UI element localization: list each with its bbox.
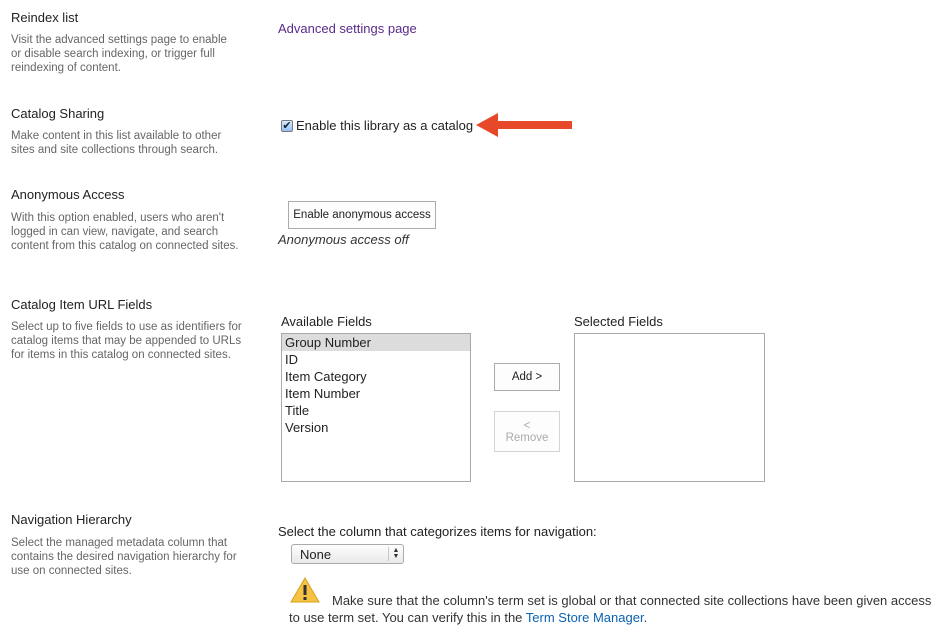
navigation-hierarchy-title: Navigation Hierarchy <box>11 512 132 527</box>
url-fields-title: Catalog Item URL Fields <box>11 297 153 312</box>
url-fields-description: Select up to five fields to use as identifiers for catalog items that may be appended to URLs for items in this catalog on connected sites. <box>11 321 242 361</box>
available-fields-label: Available Fields <box>281 314 372 329</box>
warning-text: Make sure that the column's term set is global or that connected site collections have been given access to use term set. You can verify this in the <box>289 593 932 625</box>
warning-message <box>289 592 939 626</box>
navigation-hierarchy-description: Select the managed metadata column that contains the desired navigation hierarchy for use on connected sites. <box>11 537 237 577</box>
anonymous-access-description: With this option enabled, users who aren't logged in can view, navigate, and search content from this catalog on connected sites. <box>11 212 239 252</box>
list-item[interactable]: Title <box>285 403 310 418</box>
reindex-description: Visit the advanced settings page to enable or disable search indexing, or trigger full reindexing of content. <box>11 34 227 74</box>
advanced-settings-link[interactable]: Advanced settings page <box>278 21 417 36</box>
remove-label: Remove <box>505 431 549 444</box>
catalog-sharing-title: Catalog Sharing <box>11 106 105 121</box>
enable-anonymous-access-button[interactable]: Enable anonymous access <box>288 201 436 229</box>
selected-fields-label: Selected Fields <box>574 314 663 329</box>
selected-fields-listbox[interactable] <box>574 333 765 482</box>
term-store-manager-link[interactable]: Term Store Manager <box>525 610 644 625</box>
list-item[interactable]: Version <box>285 420 329 435</box>
anonymous-access-status: Anonymous access off <box>278 232 409 247</box>
enable-catalog-label: Enable this library as a catalog <box>296 118 474 133</box>
reindex-title: Reindex list <box>11 10 79 25</box>
remove-field-button[interactable] <box>494 411 560 452</box>
list-item[interactable]: ID <box>285 352 298 367</box>
list-item[interactable]: Item Category <box>285 369 367 384</box>
enable-catalog-checkbox[interactable]: ✔ <box>282 119 292 132</box>
anonymous-access-title: Anonymous Access <box>11 187 125 202</box>
warning-end: . <box>643 610 648 625</box>
remove-arrow: < <box>523 419 531 432</box>
catalog-sharing-description: Make content in this list available to other sites and site collections through search. <box>11 130 222 156</box>
list-item[interactable]: Item Number <box>285 386 361 401</box>
select-arrows-icon: ▲ ▼ <box>388 547 403 561</box>
pointer-arrow-icon <box>476 112 574 138</box>
add-field-button[interactable]: Add > <box>494 363 560 391</box>
navigation-column-select[interactable] <box>291 544 404 564</box>
list-item[interactable]: Group Number <box>282 334 470 351</box>
navigation-prompt: Select the column that categorizes items for navigation: <box>278 524 597 539</box>
enable-catalog-option <box>281 118 473 133</box>
navigation-column-value: None <box>300 546 332 562</box>
available-fields-listbox[interactable] <box>281 333 471 482</box>
